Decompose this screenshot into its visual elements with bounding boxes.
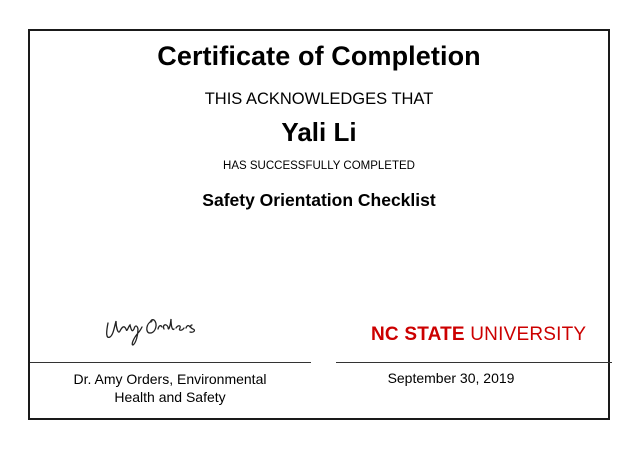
logo-university: UNIVERSITY bbox=[470, 324, 587, 345]
completion-statement: HAS SUCCESSFULLY COMPLETED bbox=[223, 160, 415, 172]
logo-nc-state: NC STATE bbox=[371, 324, 465, 345]
recipient-name: Yali Li bbox=[281, 117, 357, 147]
certificate-title: Certificate of Completion bbox=[157, 41, 481, 71]
signer-name: Dr. Amy Orders, Environmental Health and Safety bbox=[73, 371, 267, 405]
handwritten-signature bbox=[100, 303, 230, 347]
signature-line bbox=[30, 362, 311, 363]
course-title: Safety Orientation Checklist bbox=[202, 190, 436, 210]
completion-date: September 30, 2019 bbox=[387, 370, 515, 386]
nc-state-logo bbox=[371, 324, 586, 346]
acknowledgement-line: THIS ACKNOWLEDGES THAT bbox=[204, 90, 434, 108]
date-line bbox=[336, 362, 612, 363]
certificate-frame bbox=[28, 29, 610, 420]
